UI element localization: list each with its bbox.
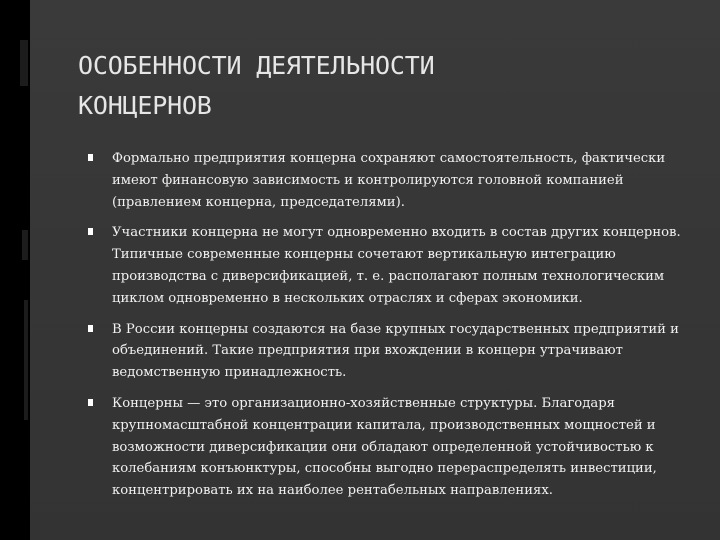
bullet-text: Концерны — это организационно-хозяйственные структуры. Благодаря крупномасштабной концентрации капитала, производственных мощностей и возможности диверсификации они обладают определенной устойчивостью к колебаниям конъюнктуры, способны выгодно перераспределять инвестиции, концентрировать их на наиболее рентабельных направлениях. xyxy=(112,395,657,499)
decor-block xyxy=(24,300,28,420)
bullet-item xyxy=(88,319,688,384)
slide-title-line: ОСОБЕННОСТИ ДЕЯТЕЛЬНОСТИ xyxy=(78,51,435,80)
slide-title xyxy=(78,46,678,126)
bullet-list xyxy=(88,148,688,511)
bullet-text: В России концерны создаются на базе крупных государственных предприятий и объединений. Такие предприятия при вхождении в концерн утрачивают ведомственную принадлежность. xyxy=(112,321,679,381)
square-bullet-icon xyxy=(88,228,93,235)
bullet-item xyxy=(88,393,688,502)
bullet-text: Участники концерна не могут одновременно входить в состав других концернов. Типичные современные концерны сочетают вертикальную интеграцию производства с диверсификацией, т. е. располагают полным технологическим циклом одновременно в нескольких отраслях и сферах экономики. xyxy=(112,225,681,306)
square-bullet-icon xyxy=(88,399,93,406)
square-bullet-icon xyxy=(88,325,93,332)
slide-title-line: КОНЦЕРНОВ xyxy=(78,91,212,120)
bullet-text: Формально предприятия концерна сохраняют самостоятельность, фактически имеют финансовую зависимость и контролируются головной компанией (правлением концерна, председателями). xyxy=(112,151,666,210)
decor-block xyxy=(22,230,28,260)
decorative-side-bar xyxy=(0,0,30,540)
bullet-item xyxy=(88,222,688,309)
square-bullet-icon xyxy=(88,154,93,161)
decor-block xyxy=(20,40,28,86)
bullet-item xyxy=(88,148,688,213)
